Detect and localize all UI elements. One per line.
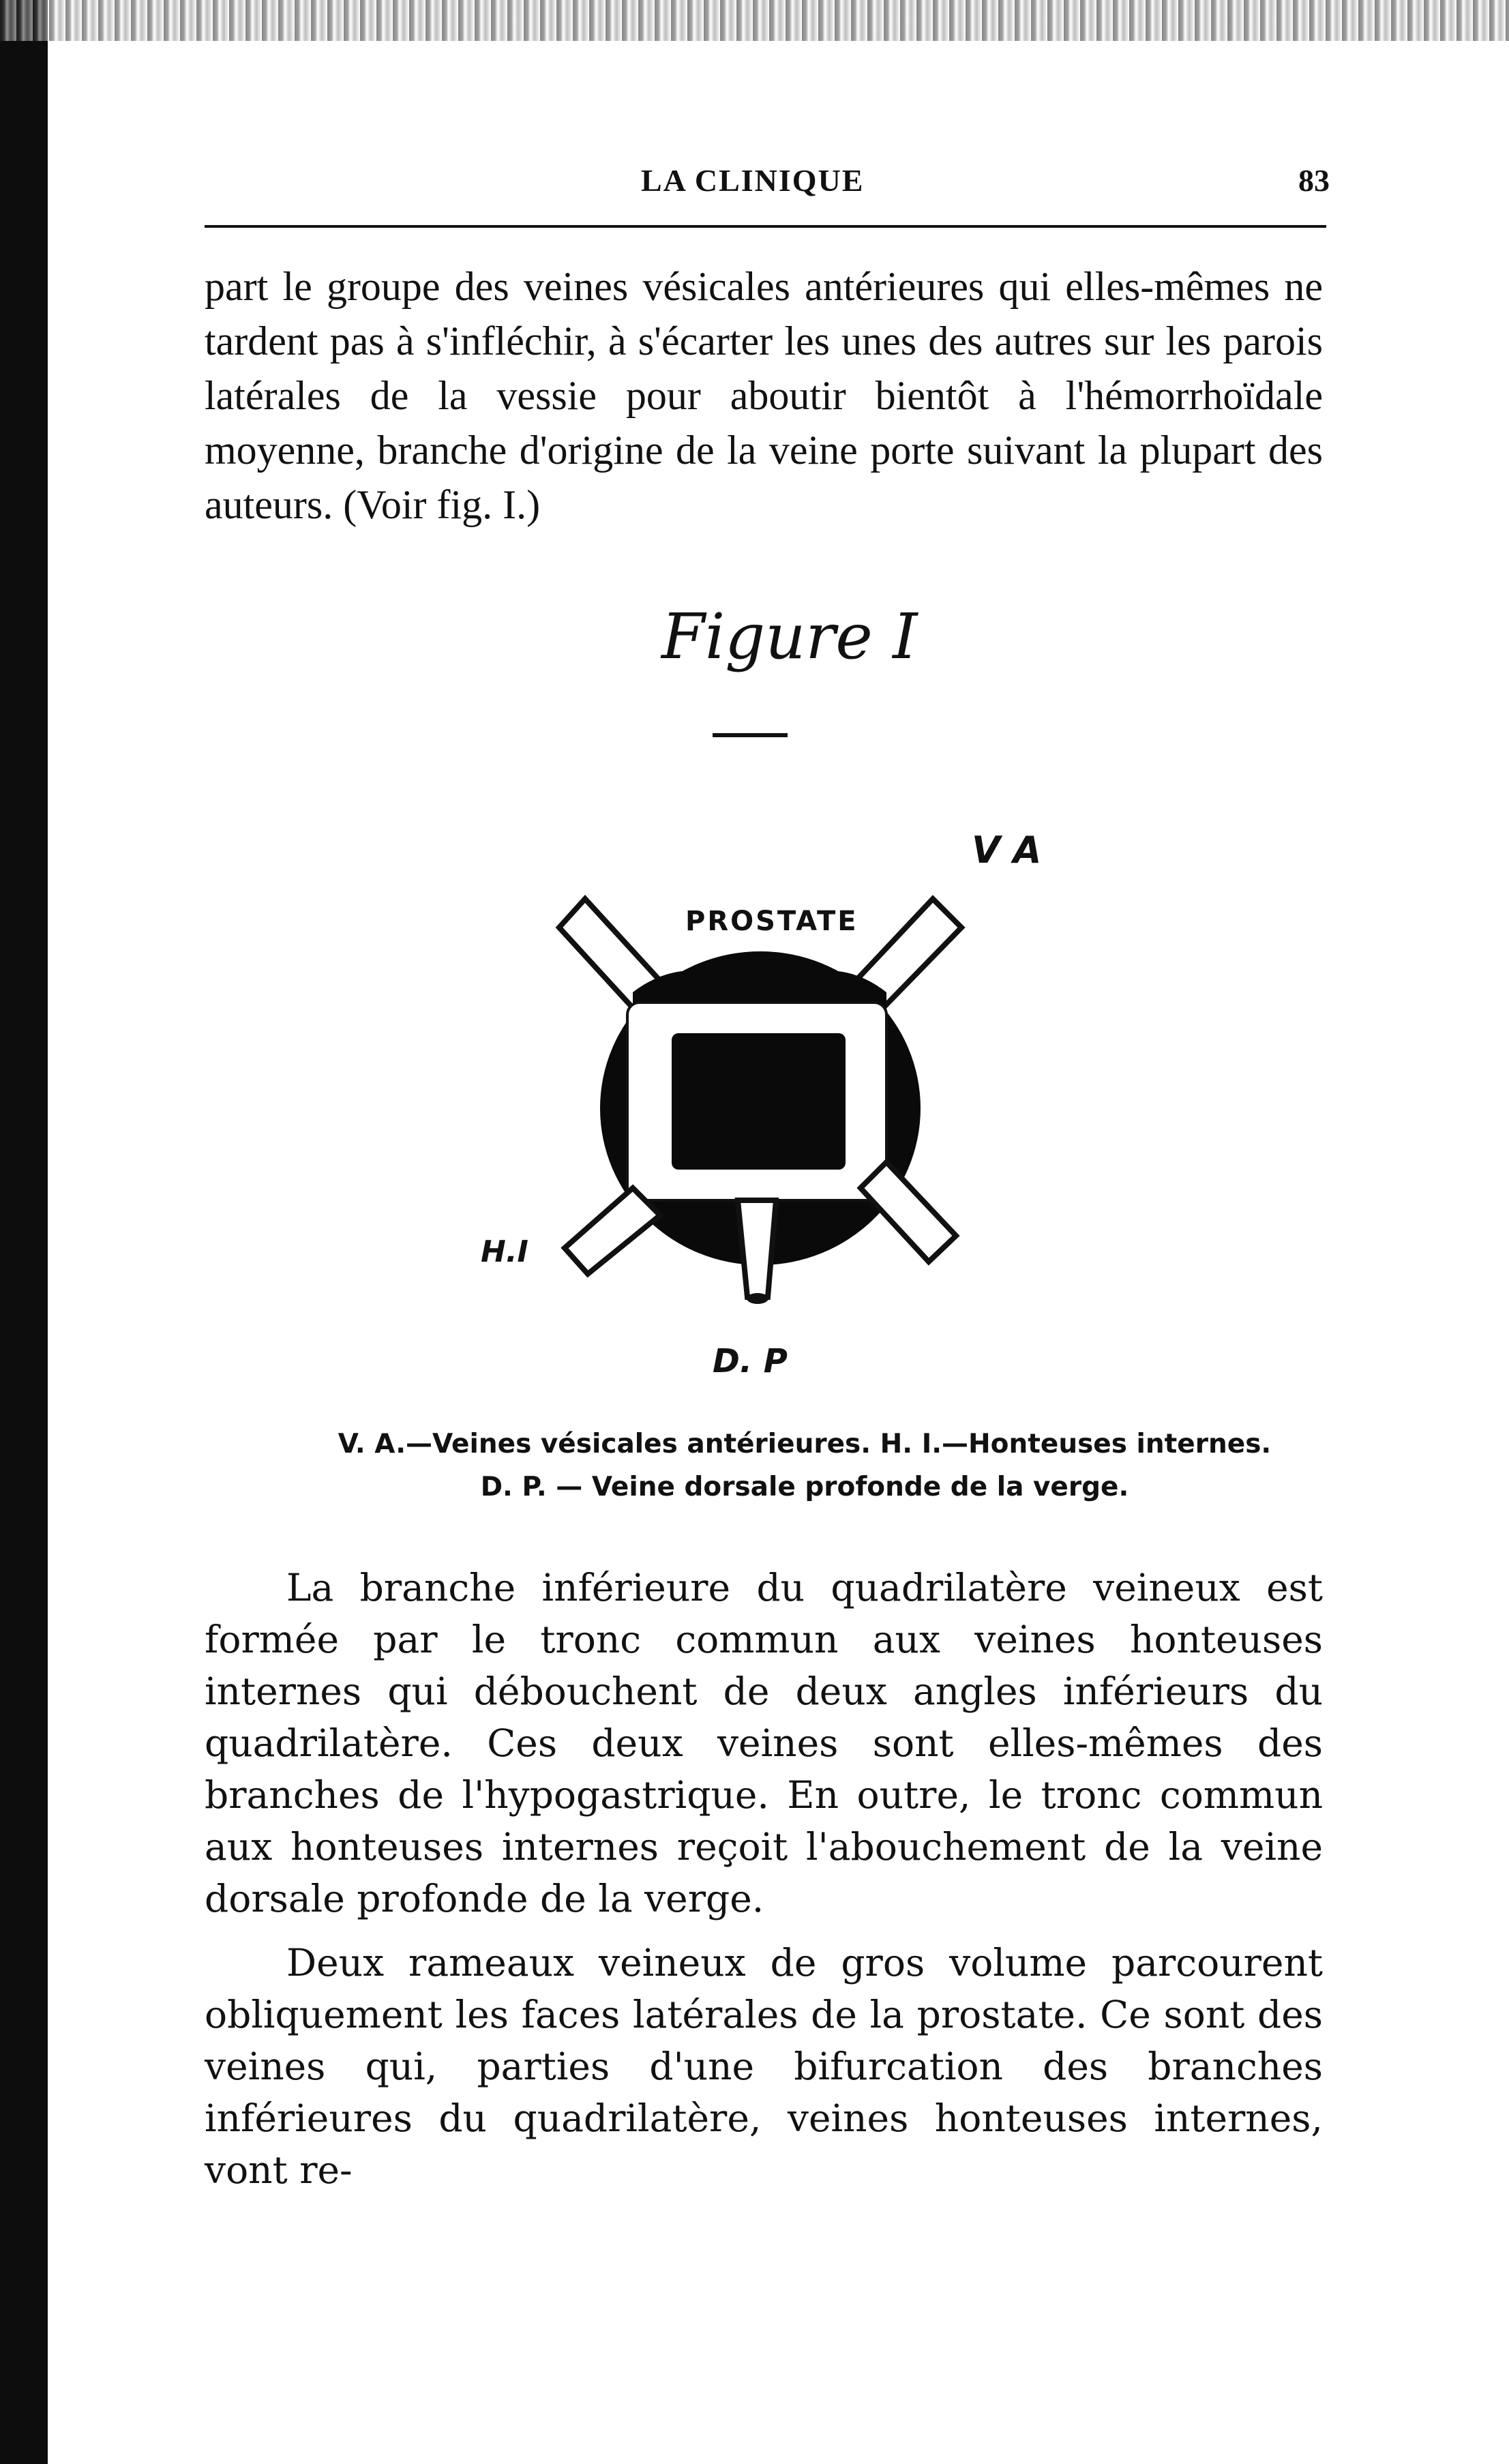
label-prostate: PROSTATE bbox=[685, 906, 858, 937]
vein-dorsal-central bbox=[738, 1200, 776, 1304]
label-va: V A bbox=[972, 829, 1042, 872]
paragraph-3: Deux rameaux veineux de gros volume parcourent obliquement les faces latérales de la prostate. Ce sont des veines qui, parties d'une bifurcation des branches inférieures du quadrilatère, veines honteuses internes, vont re- bbox=[205, 1941, 1323, 2192]
label-dp: D. P bbox=[713, 1342, 788, 1380]
figure-caption-line-2: D. P. — Veine dorsale profonde de la verge. bbox=[480, 1472, 1129, 1502]
paragraph-1: part le groupe des veines vésicales antérieures qui elles-mêmes ne tardent pas à s'infléchir, à s'écarter les unes des autres sur les parois latérales de la vessie pour aboutir bientôt à l'hémorrhoïdale moyenne, branche d'origine de la veine porte suivant la plupart des auteurs. (Voir fig. I.) bbox=[205, 264, 1323, 527]
label-hi: H.I bbox=[481, 1234, 528, 1269]
vein-lower-left bbox=[565, 1188, 660, 1274]
page-number: 83 bbox=[1298, 163, 1330, 198]
venous-quadrilateral bbox=[627, 1003, 886, 1200]
figure-caption-line-1: V. A.—Veines vésicales antérieures. H. I.—Honteuses internes. bbox=[338, 1429, 1272, 1459]
running-title: LA CLINIQUE bbox=[641, 163, 865, 198]
figure-title: Figure I bbox=[661, 600, 918, 673]
paragraph-2: La branche inférieure du quadrilatère veineux est formée par le tronc commun aux veines honteuses internes qui débouchent de deux angles inférieurs du quadrilatère. Ces deux veines sont elles-mêmes des branches de l'hypogastrique. En outre, le tronc commun aux honteuses internes reçoit l'abouchement de la veine dorsale profonde de la verge. bbox=[205, 1566, 1323, 1920]
